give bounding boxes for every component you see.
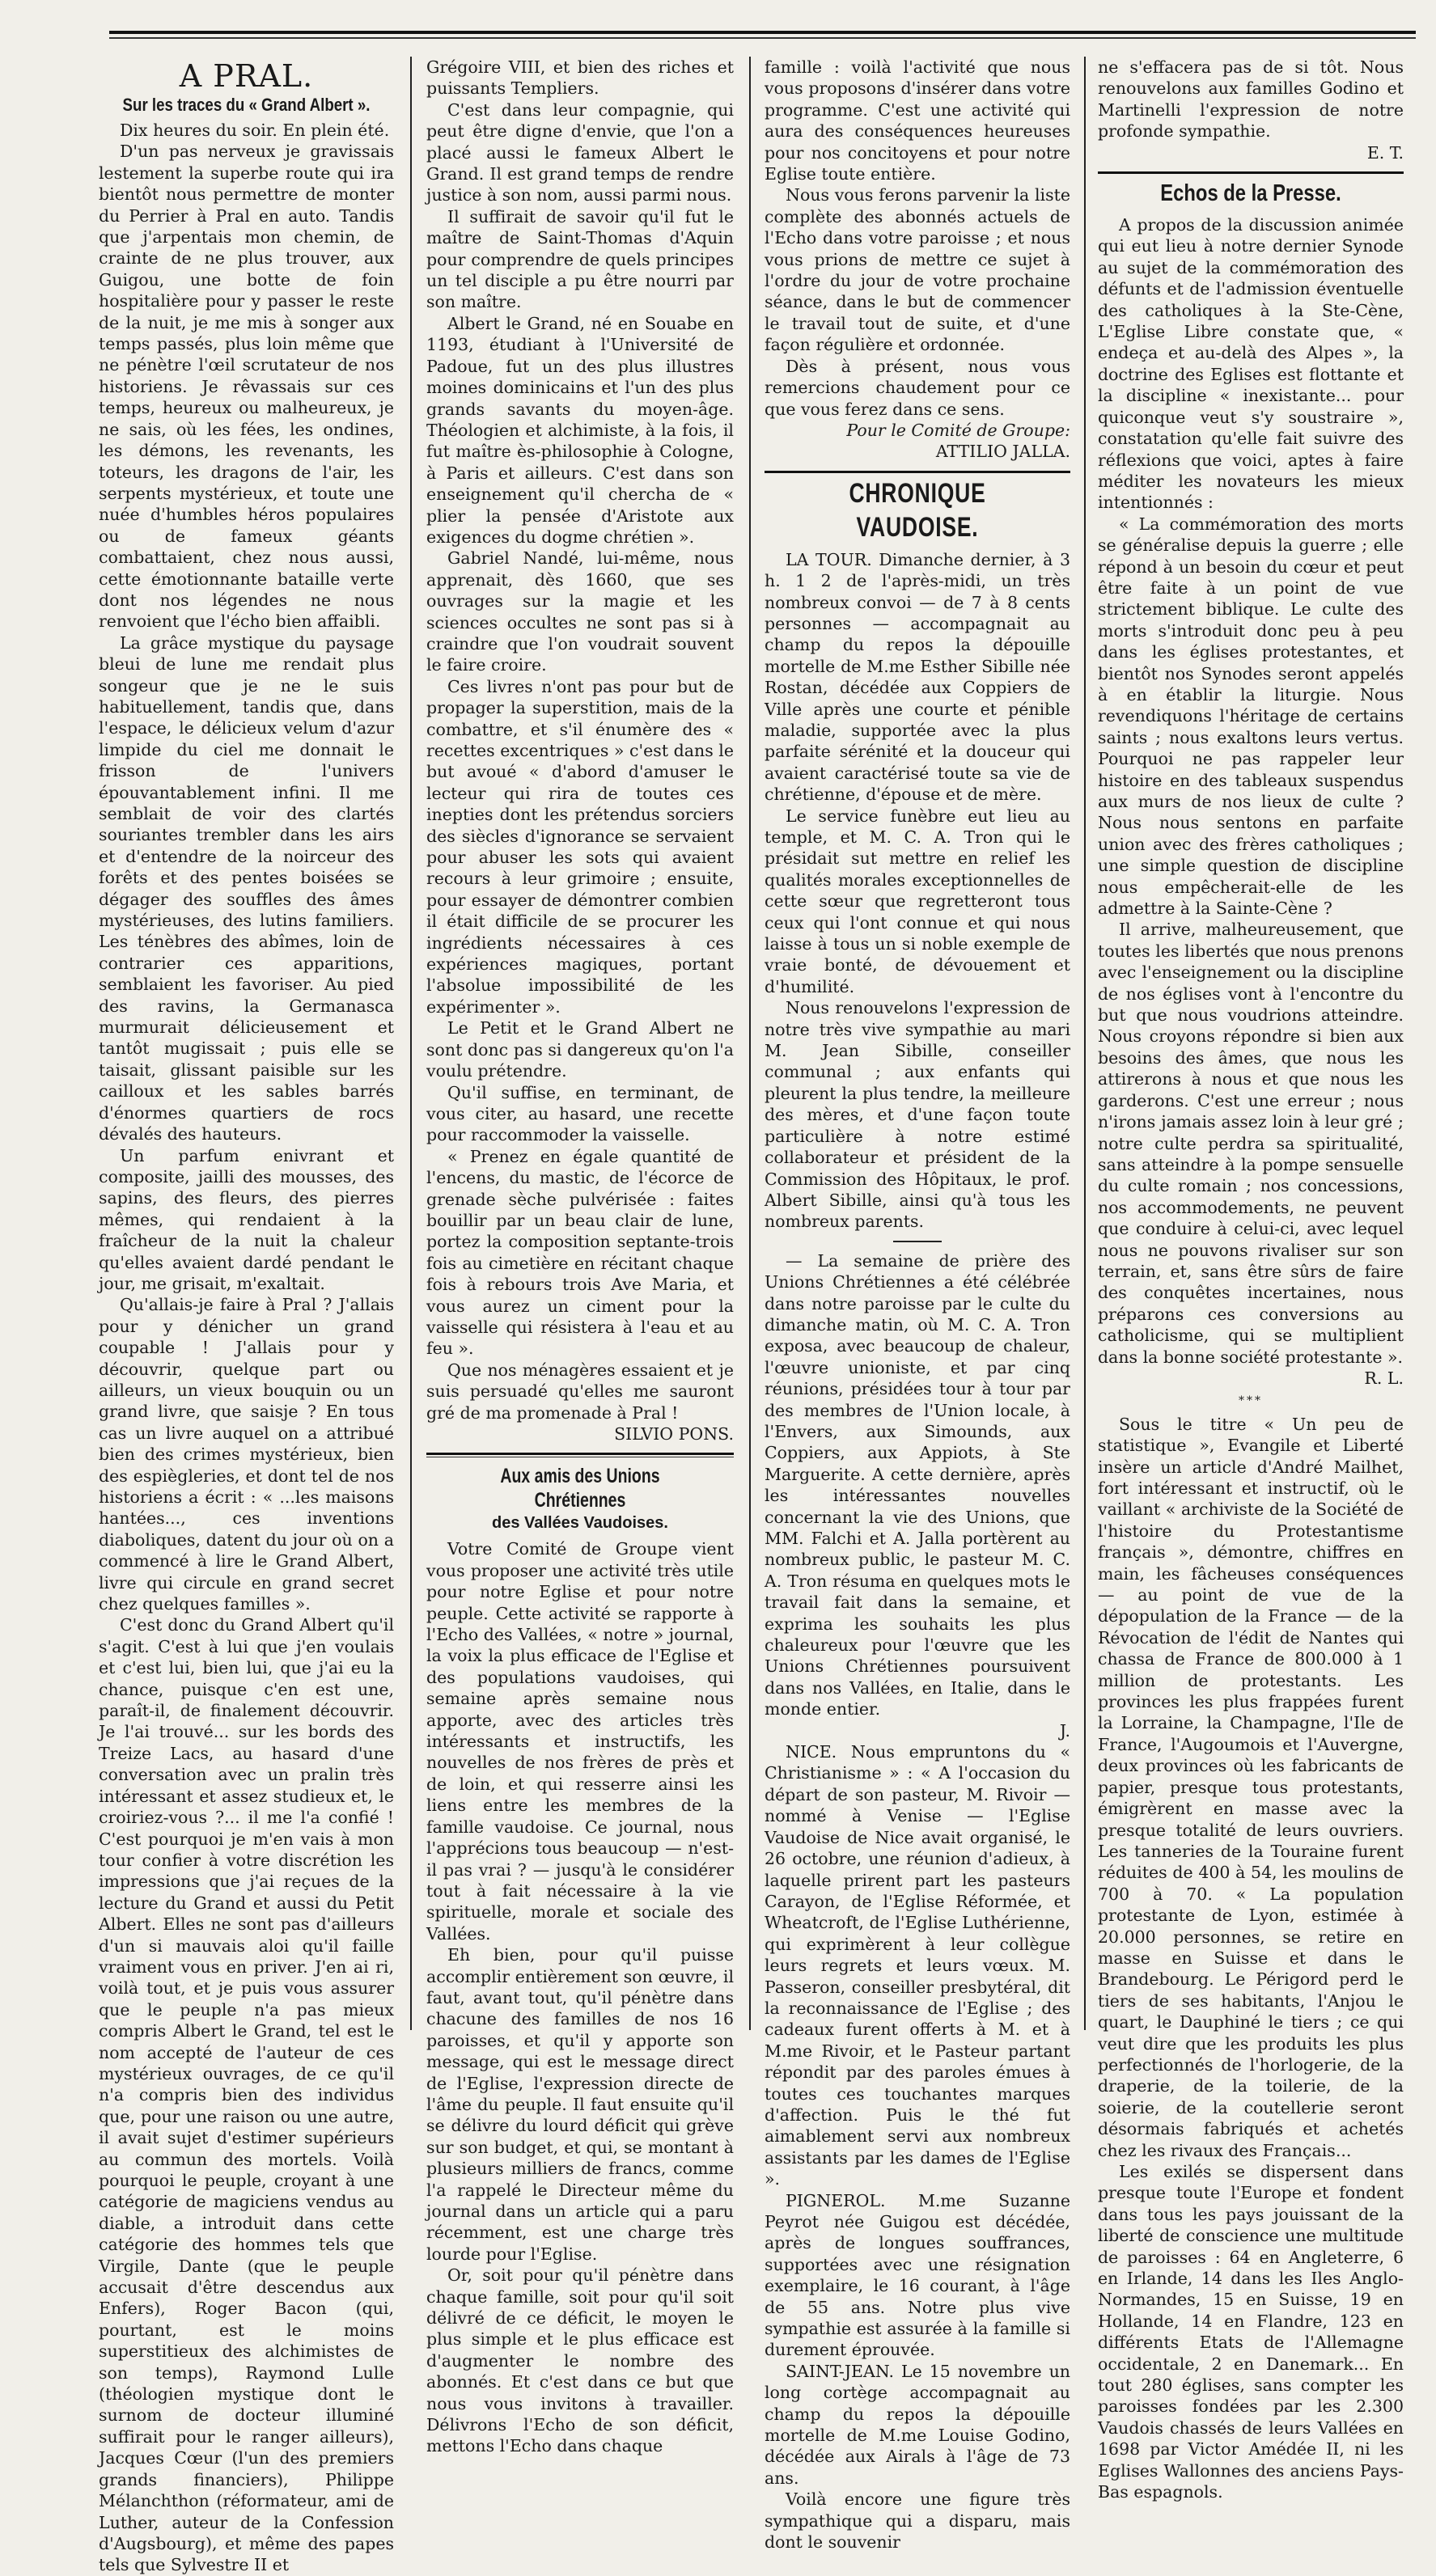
paragraph: LA TOUR. Dimanche dernier, à 3 h. 1 2 de l'après-midi, un très nombreux convoi — de 7 à 8 cents personnes — accompagnait au champ du repos la dépouille mortelle de M.me Esther Sibille née Rostan, décédée aux Coppiers de Ville après une courte et pénible maladie, supportée avec la plus parfaite sérénité et la douceur qui avaient caractérisé toute sa vie de chrétienne, d'épouse et de mère. — [765, 549, 1070, 805]
paragraph: C'est donc du Grand Albert qu'il s'agit. C'est à lui que j'en voulais et c'est lui, bien lui, que j'ai eu la chance, puisque c'en est une, paraît-il, de finalement découvrir. Je l'ai trouvé... sur les bords des Treize Lacs, au hasard d'une conversation avec un pralin très intéressant et assez studieux et, le croiriez-vous ?... il me l'a confié ! C'est pourquoi je m'en vais à mon tour confier à votre discrétion les impressions que j'ai reçues de la lecture du Grand et aussi du Petit Albert. Elles ne sont pas d'ailleurs d'un si mauvais aloi qu'il faille vraiment vous en priver. J'en ai ri, voilà tout, et je puis vous assurer que le peuple n'a pas mieux compris Albert le Grand, tel est le nom accepté de l'auteur de ces mystérieux ouvrages, de ce qu'il n'a compris bien des individus que, pour une raison ou une autre, il avait sujet d'estimer supérieurs au commun des mortels. Voilà pourquoi le peuple, croyant à une catégorie de magiciens vendus au diable, a introduit dans cette catégorie des hommes tels que Virgile, Dante (que le peuple accusait d'être descendus aux Enfers), Roger Bacon (qui, pourtant, est le moins superstitieux des alchimistes de son temps), Raymond Lulle (théologien mystique dont le surnom de docteur illuminé suffirait pour le ranger ailleurs), Jacques Cœur (l'un des premiers grands financiers), Philippe Mélanchthon (réformateur, ami de Luther, auteur de la Confession d'Augsbourg), et même des papes tels que Sylvestre II et — [99, 1615, 394, 2575]
paragraph: Votre Comité de Groupe vient vous proposer une activité très utile pour notre Eglise et pour notre peuple. Cette activité se rapporte à l'Echo des Vallées, « notre » journal, la voix la plus efficace de l'Eglise et des populations vaudoises, qui semaine après semaine nous apporte, avec des articles très intéressants et instructifs, les nouvelles de nos frères de près et de loin, et qui resserre ainsi les liens entre les membres de la famille vaudoise. Ce journal, nous l'apprécions tous beaucoup — n'est-il pas vrai ? — jusqu'à le considérer tout à fait nécessaire à la vie spirituelle, morale et sociale des Vallées. — [426, 1539, 734, 1944]
paragraph: Eh bien, pour qu'il puisse accomplir entièrement son œuvre, il faut, avant tout, qu'il pénètre dans chacune des familles de nos 16 paroisses, et qu'il y apporte son message, qui est le message direct de l'Eglise, l'expression directe de l'âme du peuple. Il faut ensuite qu'il se délivre du lourd déficit qui grève sur son budget, et qui, se montant à plusieurs milliers de francs, comme l'a rappelé le Directeur même du journal dans un article qui a paru récemment, est une charge très lourde pour l'Eglise. — [426, 1945, 734, 2264]
paragraph: « Prenez en égale quantité de l'encens, du mastic, de l'écorce de grenade sèche pulvérisée : faites bouillir par un beau clair de lune, portez la composition septante-trois fois au cimetière en récitant chaque fois à rebours trois Ave Maria, et vous aurez un ciment pour la vaisselle qui résistera à l'eau et au feu ». — [426, 1146, 734, 1359]
initials: R. L. — [1364, 1368, 1404, 1388]
paragraph: NICE. Nous empruntons du « Christianisme » : « A l'occasion du départ de son pasteur, M. Rivoir — nommé à Venise — l'Eglise Vaudoise de Nice avait organisé, le 26 octobre, une réunion d'adieux, à laquelle prirent part les pasteurs Carayon, de l'Eglise Réformée, et Wheatcroft, de l'Eglise Luthérienne, qui exprimèrent à leur collègue leurs regrets et leurs vœux. M. Passeron, conseiller presbytéral, dit la reconnaissance de l'Eglise ; des cadeaux furent offerts à M. et à M.me Rivoir, et le Pasteur partant répondit par des paroles émues à toutes ces touchantes marques d'affection. Puis le thé fut aimablement servi aux nombreux assistants par les dames de l'Eglise ». — [765, 1742, 1070, 2189]
section-title: Aux amis des Unions Chrétiennes — [500, 1465, 660, 1512]
article-subtitle: Sur les traces du « Grand Albert ». — [122, 95, 371, 115]
paragraph: Un parfum enivrant et composite, jailli des mousses, des sapins, des fleurs, des pierres mêmes, qui rendaient à la fraîcheur de la nuit la chaleur qu'elles avaient dardé pendant le jour, me grisait, m'exaltait. — [99, 1145, 394, 1293]
section-title: CHRONIQUE VAUDOISE. — [849, 477, 986, 543]
paragraph: famille : voilà l'activité que nous vous proposons d'insérer dans votre programme. C'est une activité qui aura des conséquences heureuses pour nos concitoyens et pour notre Eglise toute entière. — [765, 57, 1070, 184]
paragraph: Qu'il suffise, en terminant, de vous citer, au hasard, une recette pour raccommoder la vaisselle. — [426, 1082, 734, 1145]
paragraph: A propos de la discussion animée qui eut lieu à notre dernier Synode au sujet de la commémoration des défunts et de l'admission éventuelle des catholiques à la Ste-Cène, L'Eglise Libre constate que, « endeça et au-delà des Alpes », la doctrine des Eglises est flottante et la discipline « inexistante... pour quiconque veut s'y soustraire », constatation qu'elle fait suivre des réflexions que voici, aptes à faire méditer les novateurs les mieux intentionnés : — [1098, 215, 1404, 513]
paragraph: Qu'allais-je faire à Pral ? J'allais pour y dénicher un grand coupable ! J'allais pour y découvrir, quelque part ou ailleurs, un vieux bouquin ou un grand livre, que saisje ? En tous cas un livre auquel on a attribué bien des crimes mystérieux, bien des espiègleries, et dont tel de nos historiens a écrit : « ...les maisons hantées..., ces inventions diaboliques, datent du jour où on a commencé à lire le Grand Albert, livre qui circule en grand secret chez quelques familles ». — [99, 1295, 394, 1614]
initials: E. T. — [1366, 142, 1404, 163]
paragraph: ne s'effacera pas de si tôt. Nous renouvelons aux familles Godino et Martinelli l'expression de notre profonde sympathie. — [1098, 57, 1404, 142]
paragraph: Nous vous ferons parvenir la liste complète des abonnés actuels de l'Echo dans votre paroisse ; et nous vous prions de mettre ce sujet à l'ordre du jour de votre prochaine séance, dans le but de commencer le travail tout de suite, et d'une façon régulière et ordonnée. — [765, 185, 1070, 355]
paragraph: Les exilés se dispersent dans presque toute l'Europe et fondent dans tous les pays jouissant de la liberté de conscience une multitude de paroisses : 64 en Angleterre, 6 en Irlande, 14 dans les Iles Anglo-Normandes, 15 en Suisse, 19 en Hollande, 14 en Flandre, 123 en différents Etats de l'Allemagne occidentale, 2 en Danemark... En tout 280 églises, sans compter les paroisses fondées par les 2.300 Vaudois chassés de leurs Vallées en 1698 par Victor Amédée II, ni les Eglises Wallonnes des anciens Pays-Bas espagnols. — [1098, 2162, 1404, 2502]
paragraph: Il suffirait de savoir qu'il fut le maître de Saint-Thomas d'Aquin pour comprendre de quels principes un tel disciple a pu être nourri par son maître. — [426, 206, 734, 312]
paragraph: « La commémoration des morts se généralise depuis la guerre ; elle répond à un besoin du cœur et peut être faite à un point de vue strictement biblique. Le culte des morts s'introduit donc peu à peu dans les églises protestantes, et bientôt nos Synodes seront appelés à en établir la liturgie. Nous revendiquons l'héritage de certains saints ; nous exaltons leurs vertus. Pourquoi ne pas rappeler leur histoire en des tableaux suspendus aux murs de nos lieux de culte ? Nous nous sentons en parfaite union avec des frères catholiques ; une simple question de discipline nous empêcherait-elle de les admettre à la Sainte-Cène ? — [1098, 514, 1404, 919]
section-rule — [1098, 171, 1404, 174]
paragraph: D'un pas nerveux je gravissais lestement la superbe route qui ira bientôt nous permettre de monter du Perrier à Pral en auto. Tandis que j'arpentais mon chemin, de crainte de ne plus trouver, aux Guigou, une botte de foin hospitalière pour y passer le reste de la nuit, je me mis à songer aux temps passés, plus loin même que ne pénètre l'œil scrutateur de nos historiens. Je rêvassais sur ces temps, heureux ou malheureux, je ne sais, où les fées, les ondines, les démons, les revenants, les toteurs, les dragons de l'air, les serpents mystérieux, et toute une nuée d'humbles héros populaires ou de fameux géants combattaient, chez nous aussi, cette émotionnante bataille verte dont nos légendes ne nous renvoient que l'écho bien affaibli. — [99, 142, 394, 632]
section-rule — [426, 1453, 734, 1455]
paragraph: Le Petit et le Grand Albert ne sont donc pas si dangereux qu'on l'a voulu prétendre. — [426, 1018, 734, 1081]
masthead-rule-thin — [109, 37, 1416, 39]
column-divider — [410, 57, 412, 2030]
paragraph: Or, soit pour qu'il pénètre dans chaque famille, soit pour qu'il soit délivré de ce déficit, le moyen le plus simple et le plus efficace est d'augmenter le nombre des abonnés. Et c'est dans ce but que nous vous invitons à travailler. Délivrons l'Echo de son déficit, mettons l'Echo dans chaque — [426, 2265, 734, 2456]
author-signature: SILVIO PONS. — [614, 1424, 734, 1444]
author-signature: ATTILIO JALLA. — [935, 442, 1070, 462]
paragraph: C'est dans leur compagnie, qui peut être digne d'envie, que l'on a placé aussi le fameux Albert le Grand. Il est grand temps de rendre justice à son nom, aussi parmi nous. — [426, 99, 734, 205]
article-title: A PRAL. — [179, 58, 314, 94]
column-4 — [1098, 57, 1404, 2502]
paragraph: Ces livres n'ont pas pour but de propager la superstition, mais de la combattre, et s'il énumère des « recettes excentriques » c'est dans le but avoué « d'abord d'amuser le lecteur qui rira de toutes ces inepties dont les prétendus sorciers des siècles d'ignorance se servaient pour abuser les sots qui avaient recours à leur grimoire ; ensuite, pour essayer de démontrer combien il était difficile de se procurer les ingrédients nécessaires à ces expériences magiques, portant l'absolue impossibilité de les expérimenter ». — [426, 676, 734, 1017]
signature-label: Pour le Comité de Groupe: — [846, 420, 1070, 440]
paragraph: Il arrive, malheureusement, que toutes les libertés que nous prenons avec l'enseignement ou la discipline de nos églises vont à l'encontre du but que nous voudrions atteindre. Nous croyons répondre si bien aux besoins des âmes, que nous les attirerons à nous et que nous les garderons. C'est une erreur ; nous n'irons jamais assez loin à leur gré ; notre culte perdra sa spiritualité, sans atteindre à la pompe sensuelle du culte romain ; nos concessions, nos accommodements, ne peuvent que conduire à celui-ci, avec lequel nous ne pouvons rivaliser sur son terrain, et, sans être sûrs de faire des conquêtes incertaines, nous préparons ces conversions au catholicisme, qui se multiplient dans la bonne société protestante ». — [1098, 920, 1404, 1367]
paragraph: — La semaine de prière des Unions Chrétiennes a été célébrée dans notre paroisse par le culte du dimanche matin, où M. C. A. Tron exposa, avec beaucoup de chaleur, l'œuvre unioniste, et par cinq réunions, présidées tour à tour par des membres de l'Union locale, à l'Envers, aux Simounds, aux Coppiers, aux Appiots, à Ste Marguerite. A cette dernière, après les intéressantes nouvelles concernant la vie des Unions, que MM. Falchi et A. Jalla portèrent au nombreux public, le pasteur M. C. A. Tron résuma en quelques mots le travail fait dans la semaine, et exprima les souhaits les plus chaleureux pour l'œuvre que les Unions Chrétiennes poursuivent dans nos Vallées, en Italie, dans le monde entier. — [765, 1250, 1070, 1719]
paragraph: Que nos ménagères essaient et je suis persuadé qu'elles me sauront gré de ma promenade à Pral ! — [426, 1360, 734, 1423]
column-3 — [765, 57, 1070, 2553]
paragraph: Le service funèbre eut lieu au temple, et M. C. A. Tron qui le présidait sut mettre en relief les qualités morales exceptionnelles de cette sœur que regretteront tous ceux qui l'ont connue et qui nous laisse à tous un si noble exemple de vraie bonté, de dévouement et d'humilité. — [765, 806, 1070, 996]
section-rule — [765, 471, 1070, 473]
section-title: Echos de la Presse. — [1160, 180, 1341, 207]
paragraph: Sous le titre « Un peu de statistique », Evangile et Liberté insère un article d'André Mailhet, fort intéressant et instructif, où le vaillant « archiviste de la Société de l'histoire du Protestantisme français », démontre, chiffres en main, les fâcheuses conséquences — au point de vue de la dépopulation de la France — de la Révocation de l'édit de Nantes qui chassa de France de 800.000 à 1 million de protestants. Les provinces les plus frappées furent la Lorraine, la Champagne, l'Ile de France, l'Augoumois et l'Auvergne, deux provinces où les fabricants de papier, presque tous protestants, émigrèrent en masse avec la presque totalité de leurs ouvriers. Les tanneries de la Touraine furent réduites de 400 à 54, les moulins de 700 à 70. « La population protestante de Lyon, estimée à 20.000 personnes, se retire en masse en Suisse et dans le Brandebourg. Le Périgord perd le tiers de ses habitants, l'Anjou le quart, le Dauphiné le tiers ; ce qui veut dire que les produits les plus perfectionnés de l'horlogerie, de la draperie, de la toilerie, de la soierie, de la coutellerie seront désormais fabriqués et achetés chez les rivaux des Français... — [1098, 1414, 1404, 2160]
column-divider — [1084, 57, 1086, 2030]
paragraph: Albert le Grand, né en Souabe en 1193, étudiant à l'Université de Padoue, fut un des plus illustres moines dominicains et l'un des plus grands savants du moyen-âge. Théologien et alchimiste, à la fois, il fut maître ès-philosophie à Cologne, à Paris et ailleurs. C'est dans son enseignement qu'il chercha de « plier la pensée d'Aristote aux exigences du dogme chrétien ». — [426, 313, 734, 547]
initials: J. — [1059, 1720, 1070, 1741]
separator-rule — [893, 1241, 942, 1242]
paragraph: Dix heures du soir. En plein été. — [120, 121, 390, 140]
paragraph: PIGNEROL. M.me Suzanne Peyrot née Guigou est décédée, après de longues souffrances, supportées avec une résignation exemplaire, le 16 courant, à l'âge de 55 ans. Notre plus vive sympathie est assurée à la famille si durement éprouvée. — [765, 2190, 1070, 2360]
paragraph: Dès à présent, nous vous remercions chaudement pour ce que vous ferez dans ce sens. — [765, 356, 1070, 419]
paragraph: SAINT-JEAN. Le 15 novembre un long cortège accompagnait au champ du repos la dépouille mortelle de M.me Louise Godino, décédée aux Airals à l'âge de 73 ans. — [765, 2361, 1070, 2488]
column-2 — [426, 57, 734, 2456]
column-1 — [99, 57, 394, 2575]
paragraph: Nous renouvelons l'expression de notre très vive sympathie au mari M. Jean Sibille, conseiller communal ; aux enfants qui pleurent la plus tendre, la meilleure des mères, et d'une façon toute particulière à notre estimé collaborateur et président de la Commission des Hôpitaux, le prof. Albert Sibille, ainsi qu'à tous les nombreux parents. — [765, 998, 1070, 1232]
asterism: *** — [1239, 1394, 1263, 1408]
paragraph: La grâce mystique du paysage bleui de lune me rendait plus songeur que je ne le suis habituellement, tandis que, dans l'espace, le délicieux velum d'azur limpide du ciel me donnait le frisson de l'univers épouvantablement infini. Il me semblait de voir des clartés souriantes trembler dans les airs et d'entendre de la noirceur des forêts et des pentes boisées se dégager des souffles des âmes mystérieuses, des lutins familiers. Les ténèbres des abîmes, loin de contrarier ces apparitions, semblaient les favoriser. Au pied des ravins, la Germanasca murmurait délicieusement et tantôt mugissait ; puis elle se taisait, glissant paisible sur les cailloux et les sables barrés d'énormes quartiers de rocs dévalés des hauteurs. — [99, 632, 394, 1144]
section-subtitle: des Vallées Vaudoises. — [492, 1514, 668, 1533]
paragraph: Gabriel Nandé, lui-même, nous apprenait, dès 1660, que ses ouvrages sur la magie et les sciences occultes ne sont pas si à craindre que l'on voudrait souvent le faire croire. — [426, 548, 734, 675]
column-divider — [749, 57, 751, 2030]
paragraph: Grégoire VIII, et bien des riches et puissants Templiers. — [426, 57, 734, 99]
masthead-rule — [109, 31, 1416, 34]
paragraph: Voilà encore une figure très sympathique qui a disparu, mais dont le souvenir — [765, 2489, 1070, 2553]
